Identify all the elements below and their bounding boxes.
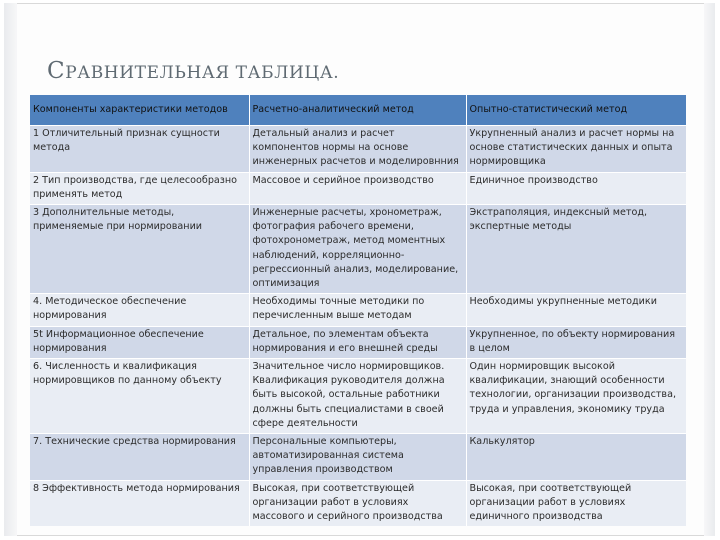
table-cell-experimental-statistical: Укрупненный анализ и расчет нормы на основе статистических данных и опыта нормировщика [466, 126, 686, 173]
table-cell-component: 8 Эффективность метода нормирования [30, 480, 249, 526]
table-row [30, 126, 686, 173]
table-header-row [30, 95, 686, 126]
table-cell-component: 1 Отличительный признак сущности метода [30, 126, 249, 173]
table-cell-component: 7. Технические средства нормирования [30, 434, 249, 481]
table-cell-experimental-statistical: Укрупненное, по объекту нормирования в целом [466, 326, 686, 358]
table-row [30, 172, 686, 204]
table-cell-calc-analytical: Детальное, по элементам объекта нормирования и его внешней среды [249, 326, 466, 358]
header-calc-analytical: Расчетно-аналитический метод [249, 95, 466, 126]
comparison-table [30, 95, 686, 526]
table-cell-calc-analytical: Значительное число нормировщиков. Квалификация руководителя должна быть высокой, остальные работники должны быть специалистами в своей сфере деятельности [249, 359, 466, 434]
table-cell-experimental-statistical: Единичное производство [466, 172, 686, 204]
table-cell-component: 2 Тип производства, где целесообразно применять метод [30, 172, 249, 204]
table-cell-calc-analytical: Высокая, при соответствующей организации работ в условиях массового и серийного производства [249, 480, 466, 526]
table-cell-component: 6. Численность и квалификация нормировщиков по данному объекту [30, 359, 249, 434]
slide-right-decoration [704, 3, 715, 536]
table-cell-experimental-statistical: Необходимы укрупненные методики [466, 294, 686, 326]
table-cell-component: 4. Методическое обеспечение нормирования [30, 294, 249, 326]
table-cell-experimental-statistical: Один нормировщик высокой квалификации, знающий особенности технологии, организации производства, труда и управления, экономику труда [466, 359, 686, 434]
table-row [30, 434, 686, 481]
table-cell-experimental-statistical: Высокая, при соответствующей организации работ в условиях единичного производства [466, 480, 686, 526]
table-row [30, 294, 686, 326]
table-cell-calc-analytical: Массовое и серийное производство [249, 172, 466, 204]
slide-title [47, 58, 339, 84]
table-cell-calc-analytical: Персональные компьютеры, автоматизированная система управления производством [249, 434, 466, 481]
table-cell-experimental-statistical: Экстраполяция, индексный метод, экспертные методы [466, 205, 686, 294]
slide-left-decoration [4, 3, 17, 536]
table-cell-calc-analytical: Необходимы точные методики по перечисленным выше методам [249, 294, 466, 326]
table-cell-component: 3 Дополнительные методы, применяемые при нормировании [30, 205, 249, 294]
table-row [30, 359, 686, 434]
table-cell-calc-analytical: Инженерные расчеты, хронометраж, фотография рабочего времени, фотохронометраж, метод моментных наблюдений, корреляционно-регрессионный анализ, моделирование, оптимизация [249, 205, 466, 294]
table-row [30, 205, 686, 294]
header-experimental-statistical: Опытно-статистический метод [466, 95, 686, 126]
table-cell-calc-analytical: Детальный анализ и расчет компонентов нормы на основе инженерных расчетов и моделировнния [249, 126, 466, 173]
slide-title-rest: РАВНИТЕЛЬНАЯ ТАБЛИЦА. [65, 63, 340, 83]
table-cell-component: 5t Информационное обеспечение нормирования [30, 326, 249, 358]
table-cell-experimental-statistical: Калькулятор [466, 434, 686, 481]
header-components: Компоненты характеристики методов [30, 95, 249, 126]
table-row [30, 480, 686, 526]
table-row [30, 326, 686, 358]
slide-title-first-letter: С [47, 58, 66, 84]
